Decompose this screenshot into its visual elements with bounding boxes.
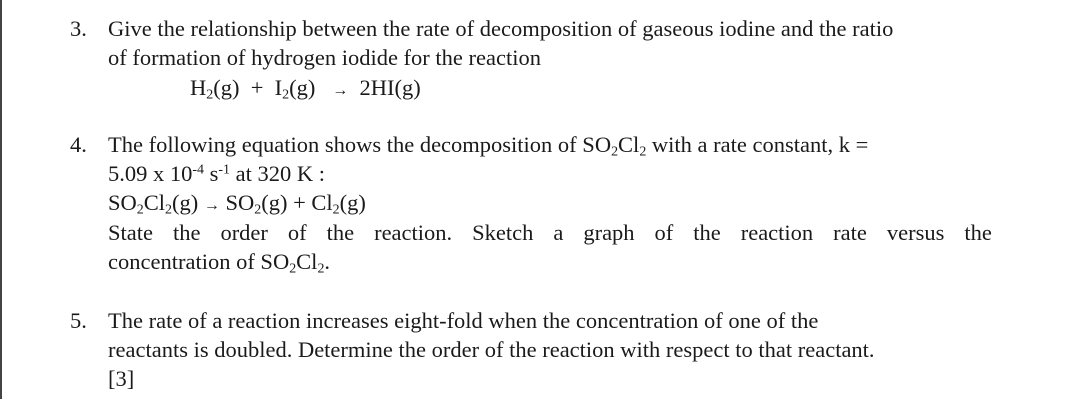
question-5 (70, 306, 1000, 396)
question-word: the (693, 220, 721, 245)
question-word: Sketch (472, 220, 534, 245)
reaction-arrow-icon: → (332, 82, 349, 99)
question-word: the (326, 220, 355, 245)
question-word: a (553, 220, 564, 245)
question-word: reaction. (374, 220, 453, 245)
question-text-line (108, 218, 992, 247)
reaction-arrow-icon: → (203, 197, 220, 214)
question-4 (70, 130, 1000, 280)
question-number: 5. (70, 308, 87, 333)
question-word: order (220, 220, 268, 245)
reaction-equation: $SO_2Cl_2(g) \to SO_2(g) + Cl_2(g)$ (108, 190, 366, 218)
question-word: versus (886, 220, 945, 245)
question-word: rate (833, 220, 867, 245)
question-number: 3. (70, 16, 87, 41)
question-text-line: Give the relationship between the rate of decomposition of gaseous iodine and the ratio (108, 16, 894, 41)
question-text-line: concentration of $SO_2Cl_2$. (108, 249, 331, 277)
question-word: the (964, 220, 992, 245)
question-text-line: of formation of hydrogen iodide for the reaction (108, 45, 541, 70)
question-text-line: The following equation shows the decomposition of $SO_2Cl_2$ with a rate constant, k = (108, 132, 869, 160)
question-number: 4. (70, 132, 87, 157)
reaction-equation: $H_2(g) + I_2(g)$ → 2HI(g) (190, 75, 421, 103)
question-word: the (172, 220, 201, 245)
question-text-line: The rate of a reaction increases eight-fold when the concentration of one of the (108, 308, 819, 333)
question-word: graph (583, 220, 635, 245)
marks-label: [3] (108, 366, 135, 391)
page-left-border (0, 0, 2, 399)
rate-constant-value: 5.09 x $10^{-4}$ $s^{-1}$ at 320 K : (108, 161, 326, 186)
question-text-line: reactants is doubled. Determine the order of the reaction with respect to that reactant. (108, 337, 875, 362)
question-3 (70, 14, 1000, 104)
question-word: of (654, 220, 674, 245)
question-word: reaction (740, 220, 814, 245)
question-word: of (287, 220, 307, 245)
question-word: State (108, 220, 153, 245)
